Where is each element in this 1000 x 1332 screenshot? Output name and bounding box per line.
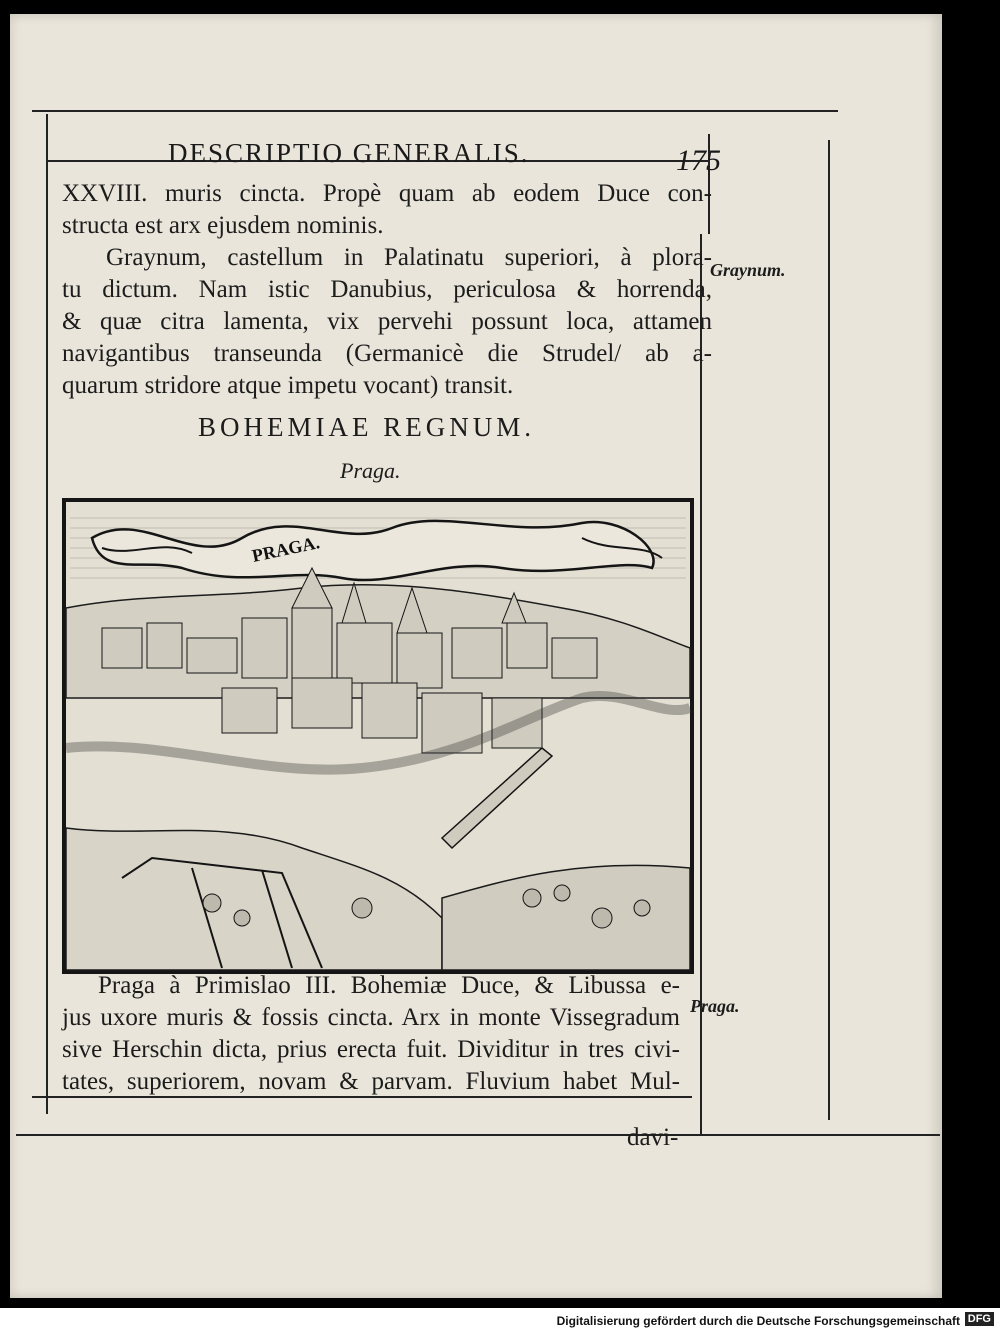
margin-right-rule [828,140,830,1120]
text-line: tates, superiorem, novam & parvam. Fluvium habet Mul- [62,1068,680,1095]
left-rule [46,114,48,1114]
text-line: Graynum, castellum in Palatinatu superiori, à plora- [106,244,712,271]
funding-notice: Digitalisierung gefördert durch die Deutsche Forschungsgemeinschaft [556,1314,960,1328]
book-page [10,14,942,1298]
bottom-rule [32,1096,692,1098]
section-heading: BOHEMIAE REGNUM. [198,412,535,442]
banner-text: PRAGA. [250,532,322,566]
top-rule [32,110,838,112]
text-line: navigantibus transeunda (Germanicè die Strudel/ ab a- [62,340,712,367]
text-line: Praga à Primislao III. Bohemiæ Duce, & Libussa e- [98,972,680,999]
text-line: sive Herschin dicta, prius erecta fuit. Dividitur in tres civi- [62,1036,680,1063]
text-line: structa est arx ejusdem nominis. [62,212,384,239]
running-head: DESCRIPTIO GENERALIS. [168,138,530,168]
figure-caption: Praga. [340,458,401,483]
prague-woodcut [62,498,694,974]
page-number: 175 [676,144,721,177]
marginal-note: Graynum. [710,260,786,280]
text-line: jus uxore muris & fossis cincta. Arx in monte Vissegradum [62,1004,680,1031]
catchword: davi- [627,1124,679,1151]
dfg-footer [0,1308,1000,1332]
marginal-note: Praga. [690,996,740,1016]
dfg-logo: DFG [965,1312,994,1326]
text-line: quarum stridore atque impetu vocant) transit. [62,372,514,399]
text-line: tu dictum. Nam istic Danubius, periculosa & horrenda, [62,276,712,303]
text-line: & quæ citra lamenta, vix pervehi possunt loca, attamen [62,308,712,335]
text-line: XXVIII. muris cincta. Propè quam ab eodem Duce con- [62,180,712,207]
footer-rule [16,1134,940,1136]
